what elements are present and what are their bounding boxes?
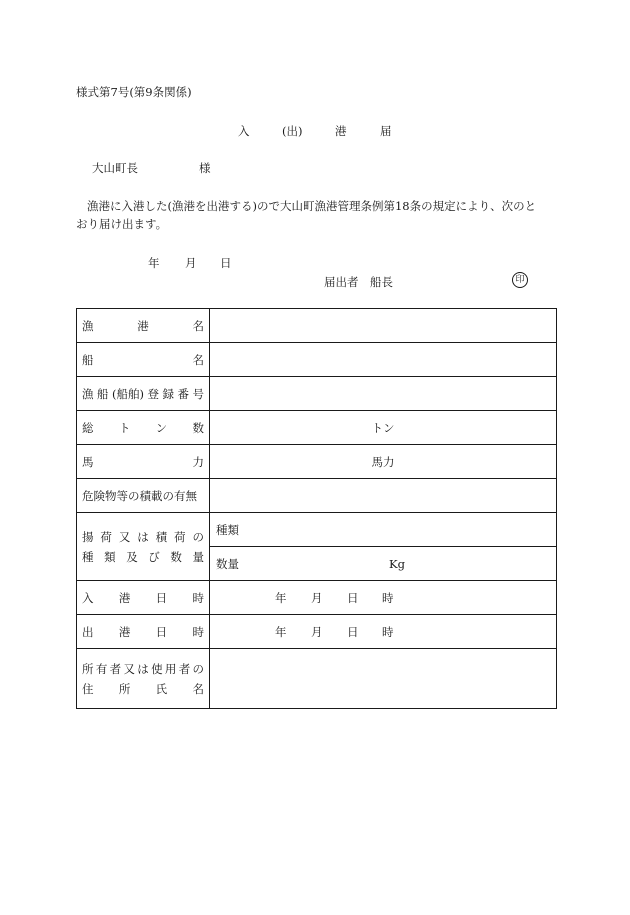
field-cargo-type[interactable] [210,513,557,547]
addressee-name: 大山町長 [92,161,138,175]
title-char-4: 届 [380,124,392,138]
label-owner: 所 有 者 又 は 使 用 者 の 住 所 氏 名 [77,649,210,709]
field-gross-tonnage[interactable] [210,411,557,445]
row-exit-datetime [77,615,557,649]
label-horsepower: 馬 力 [77,445,210,479]
label-port-name: 漁 港 名 [77,309,210,343]
field-owner[interactable] [210,649,557,709]
date-year: 年 [148,256,160,270]
field-exit-datetime[interactable]: 年 月 日 時 [210,615,557,649]
field-horsepower[interactable] [210,445,557,479]
label-cargo: 揚 荷 又 は 積 荷 の 種 類 及 び 数 量 [77,513,210,581]
title-char-1: 入 [238,124,250,138]
row-horsepower [77,445,557,479]
field-ship-name[interactable] [210,343,557,377]
cargo-qty-label: 数量 [216,556,239,571]
row-port-name [77,309,557,343]
field-entry-datetime[interactable]: 年 月 日 時 [210,581,557,615]
row-entry-datetime [77,581,557,615]
cargo-type-label: 種類 [216,522,239,537]
field-hazardous[interactable] [210,479,557,513]
label-registration-number: 漁 船 (船舶) 登 録 番 号 [77,377,210,411]
title-char-2: (出) [282,124,303,138]
label-hazardous: 危険物等の積載の有無 [77,479,210,513]
row-registration-number [77,377,557,411]
unit-kg: Kg [389,556,405,571]
field-port-name[interactable] [210,309,557,343]
row-ship-name [77,343,557,377]
field-cargo-quantity[interactable] [210,547,557,581]
date-month: 月 [185,256,197,270]
seal-mark: 印 [512,272,528,288]
row-hazardous [77,479,557,513]
label-exit-datetime: 出 港 日 時 [77,615,210,649]
row-gross-tonnage [77,411,557,445]
row-cargo-type [77,513,557,547]
unit-ton: トン [371,420,395,435]
field-registration-number[interactable] [210,377,557,411]
label-entry-datetime: 入 港 日 時 [77,581,210,615]
addressee-honorific: 様 [199,161,211,175]
body-text-line-2: おり届け出ます。 [76,217,168,231]
applicant-label: 届出者 船長 [324,275,393,289]
unit-horsepower: 馬力 [371,454,395,469]
label-ship-name: 船 名 [77,343,210,377]
form-number: 様式第7号(第9条関係) [76,85,192,99]
body-text-line-1: 漁港に入港した(漁港を出港する)ので大山町漁港管理条例第18条の規定により、次のと [87,199,537,213]
row-owner [77,649,557,709]
label-gross-tonnage: 総 ト ン 数 [77,411,210,445]
date-day: 日 [220,256,232,270]
application-form-table [76,308,557,709]
title-char-3: 港 [335,124,347,138]
